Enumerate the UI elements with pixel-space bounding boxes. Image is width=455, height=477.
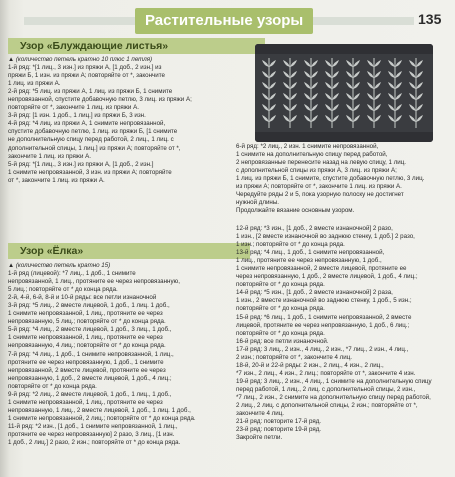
leaf-motif xyxy=(409,82,416,89)
leaf-motif xyxy=(353,104,360,111)
instruction-line: 4-й ряд: *4 лиц. из пряжи А, 1 снимите непровязанной, xyxy=(8,120,166,128)
leaf-motif xyxy=(262,71,269,78)
leaf-motif xyxy=(290,104,297,111)
instruction-line: 2-й ряд: *5 лиц. из пряжи А, 1 лиц. из пряжи Б, 1 снимите xyxy=(8,88,173,96)
leaf-motif xyxy=(283,82,290,89)
instruction-line: 5-й ряд: *4 лиц., 2 вместе лицевой, 1 доб., 3 лиц., 1 доб., xyxy=(8,326,172,334)
leaf-motif xyxy=(311,104,318,111)
instruction-line: 11-й ряд: *2 изн., [1 доб., 1 снимите непровязанной, 1 лиц., xyxy=(8,422,178,430)
page-number: 135 xyxy=(418,11,442,27)
instruction-line: дополнительной спицы, 1 лиц.] из пряжи А; повторяйте от *, xyxy=(8,144,181,152)
instruction-line: непровязанную, 1 доб., 2 вместе лицевой, 1 доб., 4 лиц.; xyxy=(8,374,172,382)
leaf-motif xyxy=(304,104,311,111)
leaf-motif xyxy=(367,60,374,67)
leaf-motif xyxy=(367,71,374,78)
instruction-line: закончите 1 лиц. из пряжи А. xyxy=(8,152,91,160)
instruction-line: закончите 4 лиц. xyxy=(236,410,285,418)
instruction-line: Закройте петли. xyxy=(236,434,283,442)
instruction-line: 21-й ряд: повторите 17-й ряд. xyxy=(236,418,322,426)
leaf-motif xyxy=(374,71,381,78)
instruction-line: протяните ее через непровязанную] 2 разо, 3 лиц., [1 изн. xyxy=(8,430,175,438)
instruction-line: 9-й ряд: *2 лиц., 2 вместе лицевой, 1 доб., 1 лиц., 1 доб., xyxy=(8,390,172,398)
leaf-motif xyxy=(269,115,276,122)
instruction-line: из пряжи А; повторяйте от *, закончите 1 лиц. из пряжи А. xyxy=(236,183,402,191)
leaf-motif xyxy=(409,71,416,78)
instruction-line: 19-й ряд: 3 лиц., 2 изн., 4 лиц., 1 снимите на дополнительную спицу xyxy=(236,377,432,385)
leaf-motif xyxy=(388,60,395,67)
leaf-motif xyxy=(290,71,297,78)
leaf-motif xyxy=(311,115,318,122)
leaf-motif xyxy=(367,115,374,122)
instruction-line: 1 снимите непровязанной, 1 лиц., протяните ее через xyxy=(8,398,163,406)
leaf-motif xyxy=(388,104,395,111)
instruction-line: спустите добавочную петлю, 1 лиц. из пряжи Б, [1 снимите xyxy=(8,128,178,136)
instruction-line: ▲ (количество петель кратно 15) xyxy=(8,262,111,269)
instruction-line: *7 лиц., 2 изн., 2 снимите на дополнительную спицу перед работой, xyxy=(236,393,431,401)
instruction-line: 5 лиц.; повторяйте от * до конца ряда. xyxy=(8,286,118,294)
instruction-line: 13-й ряд: *4 лиц., 1 доб., 1 снимите непровязанной, xyxy=(236,249,385,257)
leaf-motif xyxy=(416,93,423,100)
leaf-motif xyxy=(283,115,290,122)
instruction-line: 1 лиц. из пряжи А. xyxy=(8,80,61,88)
leaf-motif xyxy=(311,71,318,78)
leaf-motif xyxy=(332,71,339,78)
leaf-motif xyxy=(311,93,318,100)
instruction-line: повторяйте от * до конца ряда. xyxy=(236,305,325,313)
leaf-motif xyxy=(346,71,353,78)
instruction-line: 14-й ряд: *5 изн., [1 доб., 2 вместе изнаночной] 2 раза, xyxy=(236,289,393,297)
leaf-motif xyxy=(388,82,395,89)
leaf-motif xyxy=(262,115,269,122)
instruction-line: 1-й ряд: *[1 лиц., 3 изн.] из пряжи А, [1 доб., 2 изн.] из xyxy=(8,64,162,72)
leaf-motif xyxy=(346,93,353,100)
leaf-motifs xyxy=(255,44,433,142)
instruction-line: 1 изн.; повторяйте от * до конца ряда. xyxy=(236,241,345,249)
leaf-motif xyxy=(367,82,374,89)
leaf-motif xyxy=(332,104,339,111)
leaf-motif xyxy=(269,82,276,89)
leaf-motif xyxy=(311,60,318,67)
instruction-line: протяните ее через непровязанную, 1 доб., 1 снимите xyxy=(8,358,164,366)
leaf-motif xyxy=(416,104,423,111)
leaf-motif xyxy=(283,104,290,111)
instruction-line: непровязанную, 4 лиц.; повторяйте от * до конца ряда. xyxy=(8,342,166,350)
instruction-line: 2 изн.; повторяйте от *, закончите 4 лиц. xyxy=(236,353,352,361)
leaf-motif xyxy=(283,93,290,100)
instruction-line: 1 изн., 2 вместе изнаночной во заднюю стенку, 1 доб., 5 изн.; xyxy=(236,297,412,305)
instruction-line: нужной длины. xyxy=(236,199,280,207)
instruction-line: непровязанную, 1 лиц., 2 вместе лицевой, 1 доб., 1 лиц. 1 доб., xyxy=(8,406,191,414)
leaf-motif xyxy=(332,82,339,89)
leaf-motif xyxy=(262,93,269,100)
leaf-motif xyxy=(353,115,360,122)
leaf-motif xyxy=(409,115,416,122)
instruction-line: 1 лиц., протяните ее через непровязанную, 1 доб., xyxy=(236,257,382,265)
leaf-motif xyxy=(395,93,402,100)
instruction-line: 3-й ряд: [1 изн. 1 доб., 1 лиц.] из пряжи Б, 3 изн. xyxy=(8,112,146,120)
instruction-line: 2-й, 4-й, 6-й, 8-й и 10-й ряды: все петли изнаночной xyxy=(8,294,157,302)
pattern-title-wandering-leaves: Узор «Блуждающие листья» xyxy=(8,38,265,54)
instruction-line: 5-й ряд: *[1 лиц., 3 изн.] из пряжи А, [1 доб., 2 изн.] xyxy=(8,160,154,168)
leaf-motif xyxy=(269,71,276,78)
knitted-leaves-swatch-photo xyxy=(255,44,433,142)
instruction-line: через непровязанную, 1 доб., 2 вместе лицевой, 1 доб., 4 лиц.; xyxy=(236,273,418,281)
leaf-motif xyxy=(388,93,395,100)
leaf-motif xyxy=(262,82,269,89)
leaf-motif xyxy=(374,60,381,67)
instruction-line: 1 изн., [2 вместе изнаночной во заднюю стенку, 1 доб.] 2 разо, xyxy=(236,233,415,241)
instruction-line: 2 непровязанные перенесите назад на левую спицу, 1 лиц. xyxy=(236,159,407,167)
leaf-motif xyxy=(353,71,360,78)
instruction-line: 17-й ряд: 3 лиц., 2 изн., 4 лиц., 2 изн., *7 лиц., 2 изн., 4 лиц., xyxy=(236,345,409,353)
instruction-line: повторяйте от * до конца ряда. xyxy=(236,281,325,289)
instruction-line: не дополнительную спицу перед работой, 2 лиц., 1 лиц. с xyxy=(8,136,174,144)
instruction-line: с дополнительной спицы из пряжи А, 3 лиц. из пряжи А; xyxy=(236,167,397,175)
instruction-line: 18-й, 20-й и 22-й ряды: 2 изн., 2 лиц., 4 изн., 2 лиц., xyxy=(236,361,384,369)
leaf-motif xyxy=(304,93,311,100)
leaf-motif xyxy=(290,82,297,89)
leaf-motif xyxy=(374,115,381,122)
pattern1-instructions-continued xyxy=(236,143,446,215)
leaf-motif xyxy=(353,93,360,100)
instruction-line: пряжи Б, 1 изн. из пряжи А; повторяйте от *, закончите xyxy=(8,72,165,80)
pattern2-instructions-continued xyxy=(236,225,446,442)
instruction-line: перед работой, 1 лиц., 2 лиц. с дополнительной спицы, 2 изн., xyxy=(236,385,416,393)
leaf-motif xyxy=(325,93,332,100)
instruction-line: 1 снимите непровязанной, 3 изн. из пряжи А; повторяйте xyxy=(8,168,172,176)
instruction-line: непровязанной, спустите добавочную петлю, 3 лиц. из пряжи А; xyxy=(8,96,192,104)
leaf-motif xyxy=(416,60,423,67)
instruction-line: ▲ (количество петель кратно 10 плюс 1 петля) xyxy=(8,56,153,63)
leaf-motif xyxy=(409,93,416,100)
instruction-line: от *, закончите 1 лиц. из пряжи А. xyxy=(8,176,105,184)
leaf-motif xyxy=(395,71,402,78)
section-title: Растительные узоры xyxy=(135,8,313,34)
leaf-motif xyxy=(332,115,339,122)
leaf-motif xyxy=(325,104,332,111)
instruction-line: 15-й ряд: *6 лиц., 1 доб., 1 снимите непровязанной, 2 вместе xyxy=(236,313,412,321)
instruction-line: 1-й ряд (лицевой): *7 лиц., 1 доб., 1 снимите xyxy=(8,270,136,278)
leaf-motif xyxy=(283,71,290,78)
leaf-motif xyxy=(325,115,332,122)
leaf-motif xyxy=(388,115,395,122)
pattern2-instructions xyxy=(8,262,240,447)
leaf-motif xyxy=(395,82,402,89)
instruction-line: Продолжайте вязание основным узором. xyxy=(236,207,355,215)
leaf-motif xyxy=(353,82,360,89)
instruction-line: 12-й ряд: *3 изн., [1 доб., 2 вместе изнаночной] 2 разо, xyxy=(236,225,393,232)
leaf-motif xyxy=(325,82,332,89)
leaf-motif xyxy=(409,60,416,67)
instruction-line: 3-й ряд: *5 лиц., 2 вместе лицевой, 1 доб., 1 лиц. 1 доб., xyxy=(8,302,170,310)
leaf-motif xyxy=(395,104,402,111)
leaf-motif xyxy=(304,82,311,89)
leaf-motif xyxy=(269,60,276,67)
leaf-motif xyxy=(374,93,381,100)
instruction-line: 1 снимите непровязанной, 1 лиц., протяните ее через xyxy=(8,334,163,342)
instruction-line: непровязанную, 5 лиц.; повторяйте от * до конца ряда. xyxy=(8,318,166,326)
leaf-motif xyxy=(416,82,423,89)
instruction-line: повторяйте от *, закончите 1 лиц. из пряжи А. xyxy=(8,104,139,112)
page-header xyxy=(0,8,455,34)
leaf-motif xyxy=(332,60,339,67)
leaf-motif xyxy=(262,60,269,67)
leaf-motif xyxy=(416,71,423,78)
pattern1-instructions xyxy=(8,56,253,185)
instruction-line: 7-й ряд: *4 лиц., 1 доб., 1 снимите непровязанной, 1 лиц., xyxy=(8,350,174,358)
leaf-motif xyxy=(290,93,297,100)
leaf-motif xyxy=(283,60,290,67)
leaf-motif xyxy=(346,82,353,89)
leaf-motif xyxy=(346,104,353,111)
leaf-motif xyxy=(262,104,269,111)
leaf-motif xyxy=(346,115,353,122)
instruction-line: 16-й ряд: все петли изнаночной. xyxy=(236,337,329,345)
instruction-line: повторяйте от * до конца ряда. xyxy=(8,382,97,390)
instruction-line: 23-й ряд: повторите 19-й ряд. xyxy=(236,426,322,434)
leaf-motif xyxy=(388,71,395,78)
instruction-line: 6-й ряд: *2 лиц., 2 изн. 1 снимите непровязанной, xyxy=(236,143,379,150)
instruction-line: Чередуйте ряды 2 и 5, пока узорную полоску не достигнет xyxy=(236,191,404,199)
leaf-motif xyxy=(304,71,311,78)
leaf-motif xyxy=(367,104,374,111)
leaf-motif xyxy=(353,60,360,67)
instruction-line: 1 снимите непровязанной, 1 лиц., протяните ее через xyxy=(8,310,163,318)
instruction-line: повторяйте от * до конца ряда. xyxy=(236,329,325,337)
leaf-motif xyxy=(325,60,332,67)
leaf-motif xyxy=(409,104,416,111)
leaf-motif xyxy=(367,93,374,100)
instruction-line: непровязанной, 2 вместе лицевой, протяните ее через xyxy=(8,366,166,374)
leaf-motif xyxy=(395,115,402,122)
leaf-motif xyxy=(290,60,297,67)
leaf-motif xyxy=(269,104,276,111)
leaf-motif xyxy=(325,71,332,78)
leaf-motif xyxy=(304,60,311,67)
leaf-motif xyxy=(269,93,276,100)
leaf-motif xyxy=(346,60,353,67)
leaf-motif xyxy=(374,82,381,89)
instruction-line: 1 лиц. из пряжи Б, 1 снимите, спустите добавочную петлю, 3 лиц. xyxy=(236,175,425,183)
leaf-motif xyxy=(416,115,423,122)
instruction-line: 1 снимите непровязанной, 2 вместе лицевой, протяните ее xyxy=(236,265,407,273)
instruction-line: 2 лиц., 2 лиц. с дополнительной спицы, 2 изн.; повторяйте от *, xyxy=(236,402,418,410)
leaf-motif xyxy=(304,115,311,122)
leaf-motif xyxy=(395,60,402,67)
instruction-line: 1 снимите непровязанной, 2 лиц.; повторяйте от * до конца ряда. xyxy=(8,414,196,422)
instruction-line: 1 снимите на дополнительную спицу перед работой, xyxy=(236,151,388,159)
instruction-line: лицевой, протяните ее через непровязанную, 1 доб., 6 лиц.; xyxy=(236,321,410,329)
instruction-line: непровязанной, 1 лиц., протяните ее через непровязанную, xyxy=(8,278,180,286)
leaf-motif xyxy=(374,104,381,111)
pattern-title-fir-tree: Узор «Ёлка» xyxy=(8,243,250,259)
leaf-motif xyxy=(311,82,318,89)
instruction-line: 1 доб., 2 лиц.] 2 разо, 2 изн.; повторяйте от * до конца ряда. xyxy=(8,439,181,447)
leaf-motif xyxy=(290,115,297,122)
instruction-line: *7 изн., 2 лиц., 4 изн., 2 лиц.; повторяйте от *, закончите 4 изн. xyxy=(236,369,416,377)
leaf-motif xyxy=(332,93,339,100)
